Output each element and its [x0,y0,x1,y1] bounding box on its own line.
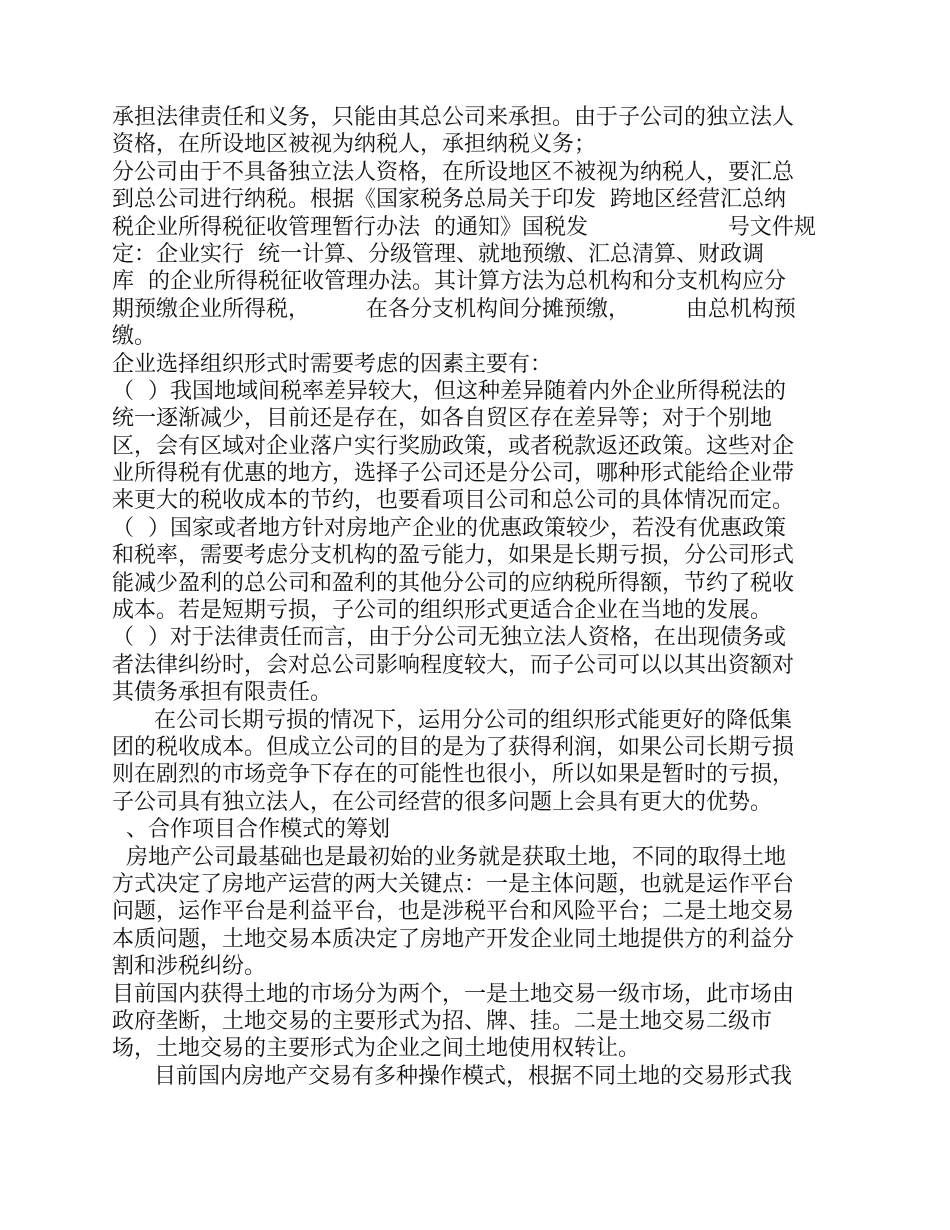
text-line: 承担法律责任和义务，只能由其总公司来承担。由于子公司的独立法人 [112,105,795,130]
body-text [112,104,852,1090]
text-line: 定：企业实行 统一计算、分级管理、就地预缴、汇总清算、财政调 [112,241,764,267]
text-line: 成本。若是短期亏损，子公司的组织形式更适合企业在当地的发展。 [112,598,773,624]
text-line: 房地产公司最基础也是最初始的业务就是获取土地，不同的取得土地 [112,844,786,870]
text-line: 则在剧烈的市场竞争下存在的可能性也很小，所以如果是暂时的亏损， [112,762,795,788]
text-line: 政府垄断，土地交易的主要形式为招、牌、挂。二是土地交易二级市 [112,1008,773,1034]
text-line: 企业选择组织形式时需要考虑的因素主要有： [112,351,553,377]
text-line: 统一逐渐减少，目前还是存在，如各自贸区存在差异等；对于个别地 [112,406,773,432]
text-line: （ ）国家或者地方针对房地产企业的优惠政策较少，若没有优惠政策 [112,515,786,541]
text-line: 库 的企业所得税征收管理办法。其计算方法为总机构和分支机构应分 [112,269,786,295]
text-line: 团的税收成本。但成立公司的目的是为了获得利润，如果公司长期亏损 [112,734,795,760]
text-line: 其债务承担有限责任。 [112,680,333,706]
text-line: 税企业所得税征收管理暂行办法 的通知》国税发 号文件规 [112,214,816,240]
text-line: 能减少盈利的总公司和盈利的其他分公司的应纳税所得额，节约了税收 [112,570,795,596]
text-line: 目前国内房地产交易有多种操作模式，根据不同土地的交易形式我 [112,1063,792,1089]
text-line: 在公司长期亏损的情况下，运用分公司的组织形式能更好的降低集 [112,707,792,733]
text-line: 本质问题，土地交易本质决定了房地产开发企业同土地提供方的利益分 [112,926,795,952]
text-line: 资格，在所设地区被视为纳税人，承担纳税义务； [112,132,597,158]
text-line: 期预缴企业所得税， 在各分支机构间分摊预缴， 由总机构预 [112,296,796,322]
text-line: 来更大的税收成本的节约，也要看项目公司和总公司的具体情况而定。 [112,488,795,514]
text-line: 区，会有区域对企业落户实行奖励政策，或者税款返还政策。这些对企 [112,433,795,459]
text-line: 缴。 [112,324,157,350]
text-line: 割和涉税纠纷。 [112,954,267,980]
text-line: 分公司由于不具备独立法人资格，在所设地区不被视为纳税人，要汇总 [112,159,795,185]
text-line: 方式决定了房地产运营的两大关键点：一是主体问题，也就是运作平台 [112,871,795,897]
text-line: 业所得税有优惠的地方，选择子公司还是分公司，哪种形式能给企业带 [112,461,795,487]
text-line: 问题，运作平台是利益平台，也是涉税平台和风险平台；二是土地交易 [112,899,795,925]
text-line: 到总公司进行纳税。根据《国家税务总局关于印发 跨地区经营汇总纳 [112,187,786,213]
text-line: 、合作项目合作模式的筹划 [112,817,390,843]
text-line: 场，土地交易的主要形式为企业之间土地使用权转让。 [112,1036,641,1062]
text-line: 子公司具有独立法人，在公司经营的很多问题上会具有更大的优势。 [112,789,773,815]
text-line: （ ）我国地域间税率差异较大，但这种差异随着内外企业所得税法的 [112,378,786,404]
text-line: 者法律纠纷时，会对总公司影响程度较大，而子公司可以以其出资额对 [112,652,795,678]
text-line: 目前国内获得土地的市场分为两个，一是土地交易一级市场，此市场由 [112,981,795,1007]
text-line: （ ）对于法律责任而言，由于分公司无独立法人资格，在出现债务或 [112,625,786,651]
text-line: 和税率，需要考虑分支机构的盈亏能力，如果是长期亏损，分公司形式 [112,543,795,569]
